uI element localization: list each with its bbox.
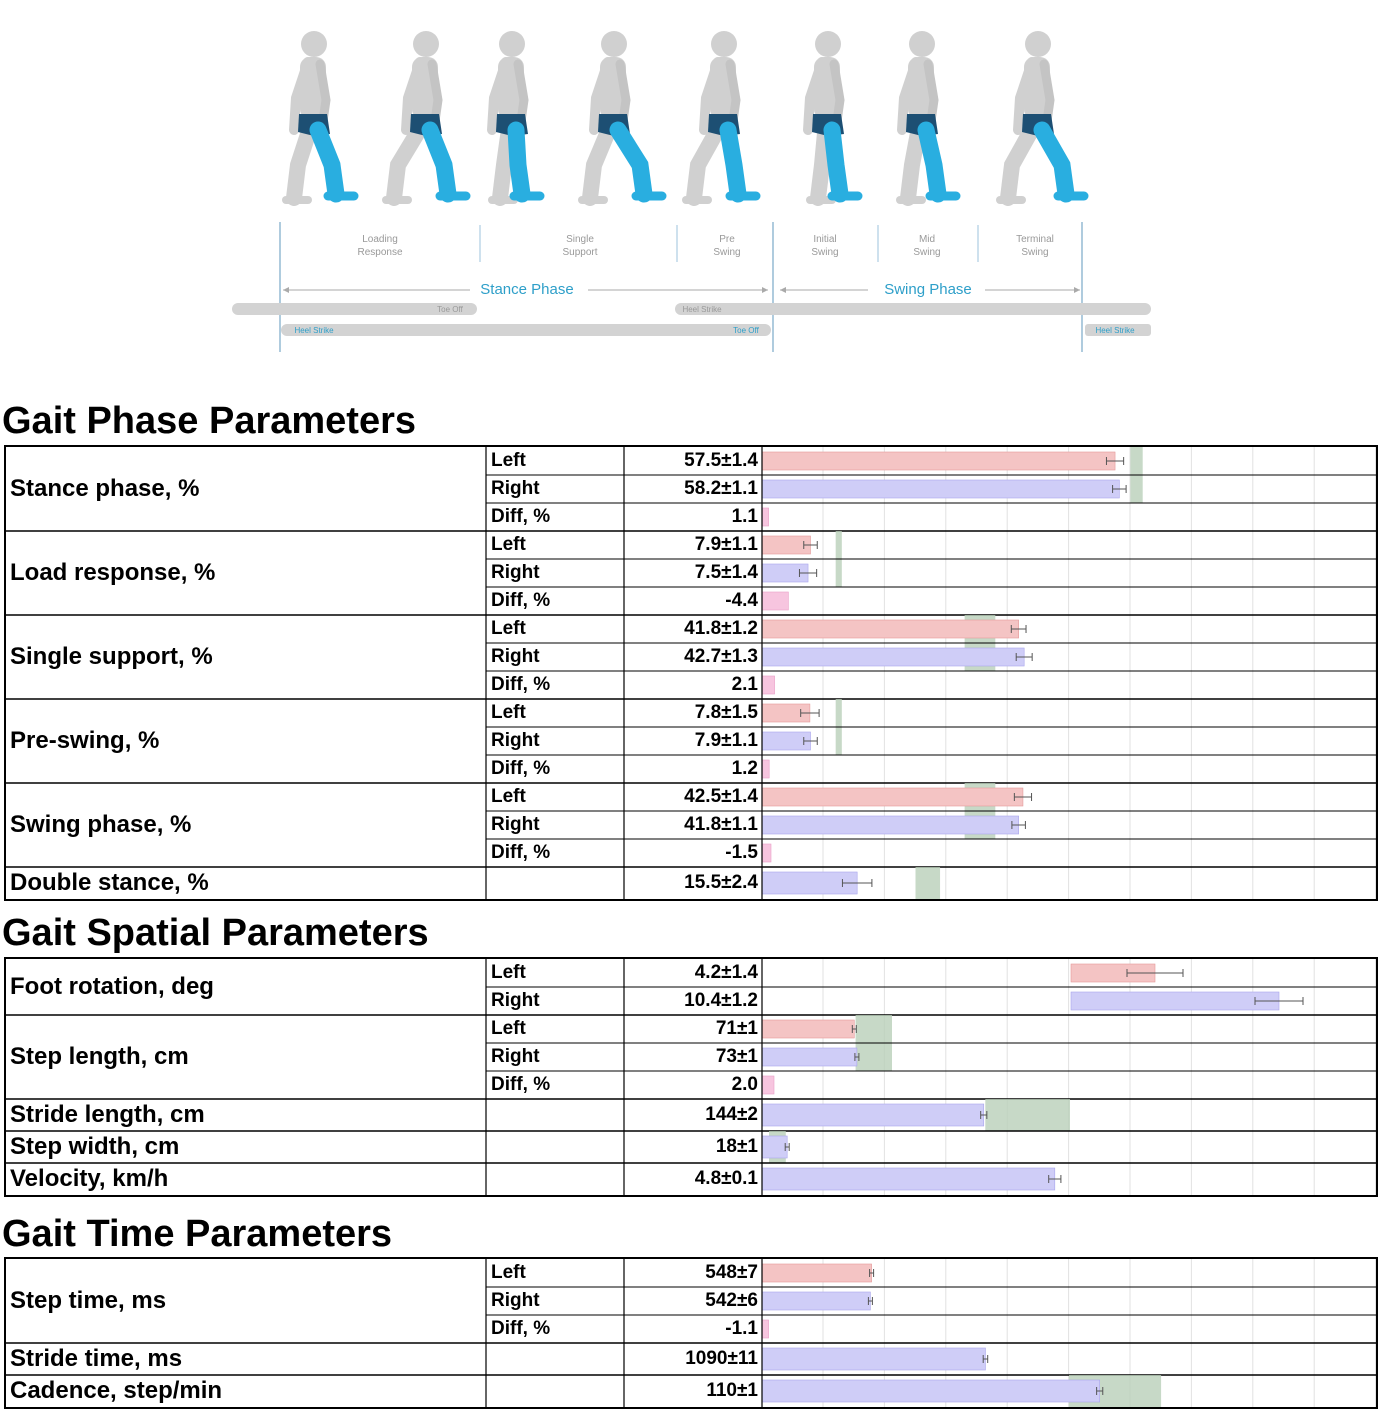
value-label: 548±7 — [705, 1262, 758, 1283]
side-label: Right — [491, 1046, 540, 1067]
value-label: 542±6 — [705, 1290, 758, 1311]
param-label: Step width, cm — [10, 1133, 180, 1160]
walking-figure-2 — [386, 31, 466, 200]
side-label: Right — [491, 646, 540, 667]
right-bar — [762, 1136, 787, 1158]
section-title-time: Gait Time Parameters — [2, 1213, 393, 1255]
diff-bar — [762, 1320, 769, 1338]
walking-figure-6 — [808, 31, 858, 200]
param-label: Pre-swing, % — [10, 727, 160, 754]
value-label: 7.8±1.5 — [694, 702, 758, 723]
param-label: Step time, ms — [10, 1287, 167, 1314]
section-title-spatial: Gait Spatial Parameters — [2, 912, 429, 954]
param-label: Swing phase, % — [10, 811, 192, 838]
side-label: Right — [491, 814, 540, 835]
metric-row-3 — [762, 699, 842, 778]
side-label: Diff, % — [491, 506, 551, 527]
stance-arrow-right-head — [762, 287, 768, 293]
left-bar — [762, 452, 1115, 470]
side-label: Left — [491, 618, 526, 639]
diff-bar — [762, 760, 769, 778]
param-label: Cadence, step/min — [10, 1377, 223, 1404]
walking-figure-7 — [900, 31, 956, 200]
value-label: 42.5±1.4 — [684, 786, 758, 807]
walking-figure-4 — [582, 31, 662, 200]
value-label: 15.5±2.4 — [684, 872, 758, 893]
value-label: 73±1 — [715, 1046, 758, 1067]
side-label: Left — [491, 702, 526, 723]
side-label: Right — [491, 562, 540, 583]
walking-figure-8 — [1000, 31, 1084, 200]
side-label: Right — [491, 730, 540, 751]
metric-row-0 — [762, 1264, 874, 1338]
phase-label-1: Loading Response — [357, 234, 403, 258]
right-bar — [762, 732, 811, 750]
phase-label-4: Initial Swing — [811, 234, 839, 258]
value-label: 1090±11 — [685, 1348, 758, 1369]
right-bar — [762, 1104, 984, 1126]
contralateral-stance-bar-b — [675, 303, 1151, 315]
param-label: Single support, % — [10, 643, 213, 670]
side-label: Diff, % — [491, 1318, 551, 1339]
diff-bar — [762, 1076, 774, 1094]
value-label: 7.9±1.1 — [694, 534, 758, 555]
metric-row-4 — [762, 1168, 1061, 1190]
param-label: Stride length, cm — [10, 1101, 205, 1128]
param-label: Velocity, km/h — [10, 1165, 169, 1192]
left-bar — [762, 788, 1023, 806]
value-label: -1.5 — [725, 842, 758, 863]
value-label: 2.0 — [731, 1074, 758, 1095]
value-label: -1.1 — [725, 1318, 758, 1339]
toe-off-bottom-label: Toe Off — [733, 326, 759, 335]
value-label: 1.2 — [731, 758, 758, 779]
side-label: Left — [491, 450, 526, 471]
side-label — [486, 1375, 624, 1407]
value-label: 110±1 — [706, 1380, 758, 1401]
diff-bar — [762, 844, 771, 862]
section-title-phase: Gait Phase Parameters — [2, 400, 417, 442]
right-bar — [762, 1380, 1100, 1402]
heel-strike-top-label: Heel Strike — [682, 305, 722, 314]
value-label: 4.8±0.1 — [694, 1168, 758, 1189]
side-label: Diff, % — [491, 590, 551, 611]
side-label: Left — [491, 1018, 526, 1039]
metric-row-2 — [762, 615, 1032, 694]
param-label: Stride time, ms — [10, 1345, 183, 1372]
side-label — [486, 1131, 624, 1163]
side-label: Right — [491, 478, 540, 499]
side-label: Right — [491, 990, 540, 1011]
norm-range-band — [916, 867, 941, 899]
metric-row-2 — [762, 1099, 1070, 1131]
metric-row-0 — [762, 447, 1143, 526]
left-bar — [762, 620, 1019, 638]
side-label — [486, 1343, 624, 1375]
walking-figures — [286, 31, 1084, 200]
swing-arrow-left-head — [780, 287, 786, 293]
value-label: 2.1 — [731, 674, 758, 695]
norm-range-band — [985, 1099, 1070, 1131]
right-bar — [762, 816, 1019, 834]
side-label: Diff, % — [491, 1074, 551, 1095]
stance-phase-label: Stance Phase — [480, 281, 574, 298]
value-label: 144±2 — [705, 1104, 758, 1125]
left-bar — [762, 1020, 854, 1038]
param-label: Step length, cm — [10, 1043, 189, 1070]
metric-row-3 — [762, 1131, 789, 1163]
walking-figure-5 — [686, 31, 756, 200]
param-label: Double stance, % — [10, 869, 209, 896]
diff-bar — [762, 592, 788, 610]
side-label: Diff, % — [491, 758, 551, 779]
side-label: Right — [491, 1290, 540, 1311]
phase-label-2: Single Support — [562, 234, 598, 258]
metric-row-1 — [762, 1015, 892, 1094]
side-label: Left — [491, 534, 526, 555]
gait-time-table — [4, 1257, 1378, 1409]
value-label: 58.2±1.1 — [684, 478, 758, 499]
left-bar — [762, 1264, 872, 1282]
heel-strike-left-label: Heel Strike — [294, 326, 334, 335]
side-label: Diff, % — [491, 842, 551, 863]
phase-label-5: Mid Swing — [913, 234, 941, 258]
value-label: 1.1 — [731, 506, 758, 527]
phase-labels — [357, 234, 1053, 258]
metric-row-1 — [762, 1348, 988, 1370]
metric-row-1 — [762, 531, 842, 610]
diff-bar — [762, 508, 769, 526]
swing-phase-label: Swing Phase — [884, 281, 972, 298]
value-label: 7.9±1.1 — [694, 730, 758, 751]
right-bar — [762, 1048, 857, 1066]
side-label: Left — [491, 962, 526, 983]
value-label: 4.2±1.4 — [694, 962, 758, 983]
heel-strike-right-label: Heel Strike — [1095, 326, 1135, 335]
value-label: 42.7±1.3 — [684, 646, 758, 667]
walking-figure-1 — [286, 31, 354, 200]
gait-phase-table — [4, 445, 1378, 901]
gait-spatial-table — [4, 957, 1378, 1197]
value-label: 57.5±1.4 — [684, 450, 758, 471]
left-bar — [762, 536, 811, 554]
swing-arrow-right-head — [1074, 287, 1080, 293]
value-label: 71±1 — [715, 1018, 758, 1039]
value-label: 41.8±1.1 — [684, 814, 758, 835]
side-label — [486, 1163, 624, 1195]
param-label: Load response, % — [10, 559, 216, 586]
toe-off-top-label: Toe Off — [437, 305, 463, 314]
param-label: Foot rotation, deg — [10, 973, 214, 1000]
walking-figure-3 — [492, 31, 540, 200]
metric-row-2 — [762, 1375, 1161, 1407]
diff-bar — [762, 676, 775, 694]
right-bar — [1071, 992, 1279, 1010]
right-bar — [762, 1348, 985, 1370]
right-bar — [762, 1292, 870, 1310]
value-label: 41.8±1.2 — [684, 618, 758, 639]
side-label: Left — [491, 786, 526, 807]
param-label: Stance phase, % — [10, 475, 200, 502]
ipsilateral-stance-bar — [281, 324, 771, 336]
right-bar — [762, 480, 1119, 498]
side-label — [486, 867, 624, 899]
right-bar — [762, 1168, 1055, 1190]
side-label: Left — [491, 1262, 526, 1283]
value-label: 7.5±1.4 — [694, 562, 758, 583]
value-label: -4.4 — [725, 590, 758, 611]
gait-cycle-diagram — [0, 0, 1380, 360]
value-label: 10.4±1.2 — [684, 990, 758, 1011]
metric-row-4 — [762, 783, 1032, 862]
value-label: 18±1 — [715, 1136, 758, 1157]
stance-arrow-left-head — [283, 287, 289, 293]
metric-row-5 — [762, 867, 940, 899]
phase-label-3: Pre Swing — [713, 234, 741, 258]
side-label — [486, 1099, 624, 1131]
right-bar — [762, 648, 1024, 666]
side-label: Diff, % — [491, 674, 551, 695]
phase-label-6: Terminal Swing — [1016, 234, 1054, 258]
